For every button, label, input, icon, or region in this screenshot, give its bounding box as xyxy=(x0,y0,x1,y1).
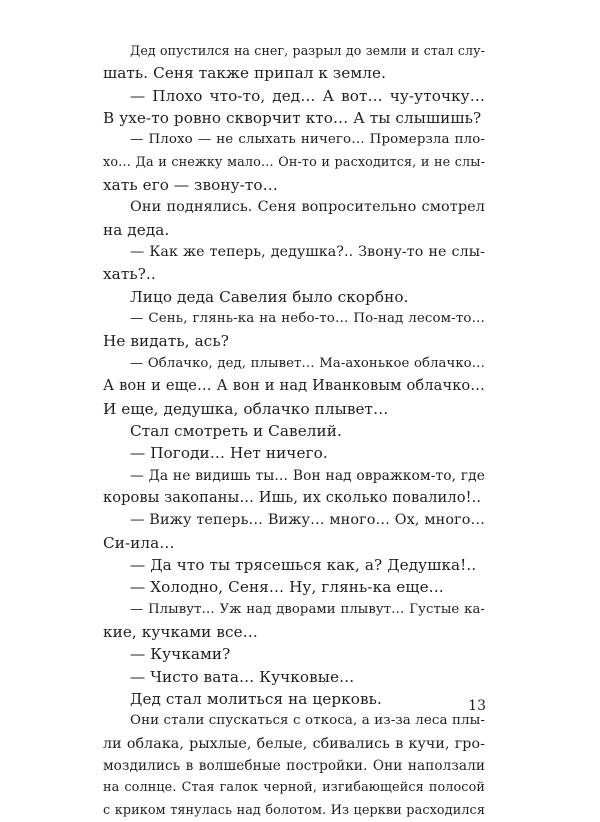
text-line: Лицо деда Савелия было скорбно. xyxy=(130,287,409,306)
text-line: Они поднялись. Сеня вопросительно смотрел xyxy=(130,199,485,216)
text-line: — Да что ты трясешься как, а? Дедушка!.. xyxy=(130,555,477,574)
text-line: кие, кучками все… xyxy=(103,622,258,641)
text-line: — Сень, глянь-ка на небо-то… По-над лесом-то… xyxy=(130,311,485,327)
text-line: В ухе-то ровно скворчит кто… А ты слышишь? xyxy=(103,109,482,128)
text-line: коровы закопаны… Ишь, их сколько повалило!.. xyxy=(103,488,482,506)
text-line: — Чисто вата… Кучковые… xyxy=(130,667,355,686)
text-line: Не видать, ась? xyxy=(103,332,229,351)
text-line: — Плохо что-то, дед… А вот… чу-уточку… xyxy=(130,86,485,105)
text-line: на солнце. Стая галок черной, изгибающейся полосой xyxy=(103,780,485,796)
text-line: — Холодно, Сеня… Ну, глянь-ка еще… xyxy=(130,578,444,597)
text-line: — Плохо — не слыхать ничего… Промерзла пло- xyxy=(130,132,485,148)
text-line: — Облачко, дед, плывет… Ма-ахонькое облачко… xyxy=(130,355,485,371)
text-line: — Погоди… Нет ничего. xyxy=(130,444,328,463)
text-line: А вон и еще… А вон и над Иванковым облачко… xyxy=(103,377,485,395)
text-line: — Да не видишь ты… Вон над овражком-то, где xyxy=(130,467,485,484)
text-line: Стал смотреть и Савелий. xyxy=(130,421,342,440)
text-line: хо… Да и снежку мало… Он-то и расходится, и не слы- xyxy=(103,154,485,170)
text-line: — Кучками? xyxy=(130,645,231,664)
text-line: шать. Сеня также припал к земле. xyxy=(103,64,387,83)
text-line: — Как же теперь, дедушка?.. Звону-то не слы- xyxy=(130,244,485,261)
text-line: хать?.. xyxy=(103,265,156,284)
text-line: на деда. xyxy=(103,220,170,239)
text-line: И еще, дедушка, облачко плывет… xyxy=(103,399,389,418)
text-line: ли облака, рыхлые, белые, сбивались в кучи, гро- xyxy=(103,735,485,752)
text-line: моздились в волшебные постройки. Они наползали xyxy=(103,758,485,774)
text-line: Дед опустился на снег, разрыл до земли и стал слу- xyxy=(130,43,485,58)
text-line: Дед стал молиться на церковь. xyxy=(130,689,382,708)
text-line: — Плывут… Уж над дворами плывут… Густые ка- xyxy=(130,601,485,617)
page-number: 13 xyxy=(468,698,486,714)
text-line: Си-ила… xyxy=(103,533,175,552)
text-line: — Вижу теперь… Вижу… много… Ох, много… xyxy=(130,512,485,529)
text-line: Они стали спускаться с откоса, а из-за леса плы- xyxy=(130,713,485,729)
text-line: с криком тянулась над болотом. Из церкви расходился xyxy=(103,802,485,818)
body-text xyxy=(103,40,485,822)
text-line: хать его — звону-то… xyxy=(103,176,278,195)
